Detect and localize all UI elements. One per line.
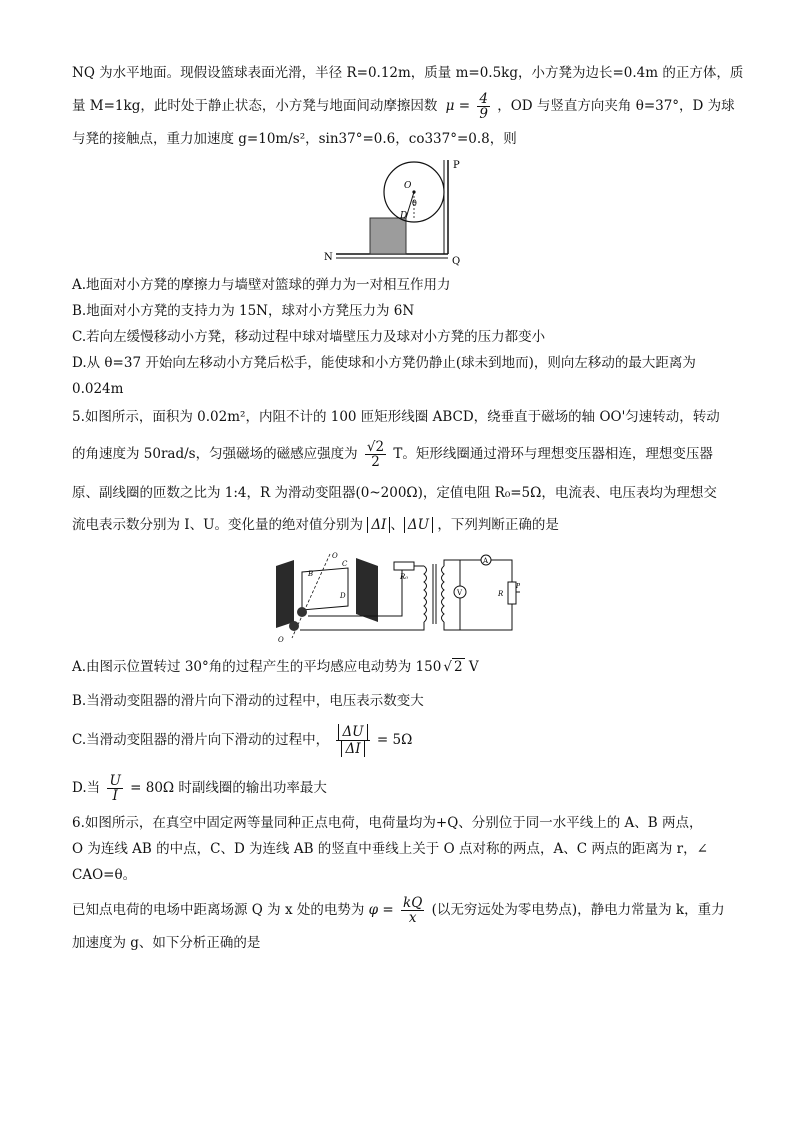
label-r0: R₀ — [400, 573, 409, 581]
label-n: N — [324, 252, 333, 263]
sqrt-sign: √ — [443, 659, 452, 675]
u-over-i-fraction — [107, 774, 122, 803]
q6-line-5: 加速度为 g、如下分析正确的是 — [72, 935, 261, 951]
q6-line-2: O 为连线 AB 的中点，C、D 为连线 AB 的竖直中垂线上关于 O 点对称的两点，A、C 两点的距离为 r，∠ — [72, 841, 708, 857]
q5-option-c-value: = 5Ω — [376, 732, 413, 748]
q6-line-3: CAO=θ。 — [72, 867, 137, 883]
delta-u-abs: ΔU — [404, 517, 433, 533]
mu-denominator: 9 — [479, 106, 488, 122]
q5-option-d-text: D.当 — [72, 780, 101, 796]
q4-intro-line-1: NQ 为水平地面。现假设篮球表面光滑，半径 R=0.12m，质量 m=0.5kg，小方凳为边长=0.4m 的正方体，质 — [72, 65, 744, 81]
potential-numerator: kQ — [403, 895, 423, 911]
q5-line-4-text-2: ，下列判断正确的是 — [437, 517, 559, 533]
q5-line-3: 原、副线圈的匝数之比为 1:4，R 为滑动变阻器(0~200Ω)，定值电阻 R₀=5Ω，电流表、电压表均为理想交 — [72, 485, 717, 501]
label-theta: θ — [412, 199, 417, 208]
q4-option-d-line-2: 0.024m — [72, 381, 124, 397]
potential-denominator: x — [408, 910, 417, 926]
label-a: A — [483, 557, 489, 565]
label-p: P — [516, 583, 521, 590]
q5-line-4-text: 流电表示数分别为 I、U。变化量的绝对值分别为 — [72, 517, 364, 533]
label-v: V — [457, 589, 463, 597]
q5-line-4 — [72, 512, 722, 538]
potential-fraction — [401, 896, 424, 925]
q4-intro-line-3: 与凳的接触点，重力加速度 g=10m/s²，sin37°=0.6，co337°=0.8，则 — [72, 131, 517, 147]
q5-option-a-unit: V — [464, 659, 479, 675]
q6-line-1: 6.如图所示，在真空中固定两等量同种正点电荷，电荷量均为+Q、分别位于同一水平线上的 A、B 两点， — [72, 815, 703, 831]
slip-ring-2 — [289, 621, 299, 631]
q5-line-2 — [72, 434, 722, 474]
slip-ring-1 — [297, 607, 307, 617]
q4-intro-line-2: 量 M=1kg，此时处于静止状态，小方凳与地面间动摩擦因数 μ = $\frac{4}{9}$ ，OD 与竖直方向夹角 θ=37°，D 为球 — [72, 91, 735, 122]
magnet-left — [276, 560, 294, 628]
sqrt-value: 2 — [453, 659, 463, 675]
u-numerator: U — [109, 773, 121, 789]
resistor-r0 — [394, 562, 414, 570]
phi-symbol: φ = — [368, 902, 394, 918]
b-field-denominator: 2 — [371, 454, 380, 470]
q5-option-d-value: = 80Ω 时副线圈的输出功率最大 — [130, 780, 327, 796]
q5-option-d — [72, 768, 722, 808]
mu-symbol: μ — [445, 98, 455, 114]
label-p: P — [453, 160, 460, 171]
q5-option-b: B.当滑动变阻器的滑片向下滑动的过程中，电压表示数变大 — [72, 693, 424, 709]
label-r: R — [498, 590, 504, 598]
center-dot — [412, 190, 415, 193]
mu-fraction — [477, 92, 490, 121]
q5-line-2-text-2: T。矩形线圈通过滑环与理想变压器相连，理想变压器 — [393, 446, 713, 462]
b-field-fraction — [365, 440, 386, 469]
stool-block — [370, 218, 406, 254]
i-denominator: I — [112, 788, 118, 804]
label-d: D — [340, 592, 346, 600]
q5-line-1: 5.如图所示，面积为 0.02m²，内阻不计的 100 匝矩形线圈 ABCD，绕垂直于磁场的轴 OO'匀速转动，转动 — [72, 409, 720, 425]
q5-option-a-text: A.由图示位置转过 30°角的过程产生的平均感应电动势为 150 — [72, 659, 442, 675]
rheostat-r — [508, 582, 516, 604]
q4-option-b: B.地面对小方凳的支持力为 15N，球对小方凳压力为 6N — [72, 303, 415, 319]
mu-numerator: 4 — [479, 91, 488, 107]
q4-intro-text: 量 M=1kg，此时处于静止状态，小方凳与地面间动摩擦因数 — [72, 98, 438, 114]
du-numerator-wrap — [336, 724, 369, 741]
q5-option-c-text: C.当滑动变阻器的滑片向下滑动的过程中， — [72, 732, 330, 748]
delta-separator: 、 — [390, 517, 404, 533]
label-o: O — [404, 181, 412, 191]
label-o-bottom: O — [278, 636, 284, 644]
label-b: B — [308, 570, 314, 578]
label-d: D — [400, 211, 408, 221]
q4-option-c: C.若向左缓慢移动小方凳，移动过程中球对墙壁压力及球对小方凳的压力都变小 — [72, 329, 546, 345]
exam-page — [72, 60, 744, 956]
q4-intro-text-2: ，OD 与竖直方向夹角 θ=37°，D 为球 — [497, 98, 735, 114]
q6-line-4-text: 已知点电荷的电场中距离场源 Q 为 x 处的电势为 — [72, 902, 365, 918]
ball-stool-figure — [322, 156, 472, 268]
b-field-numerator: √2 — [366, 439, 385, 455]
q5-line-2-text: 的角速度为 50rad/s，匀强磁场的磁感应强度为 — [72, 446, 358, 462]
q5-option-a — [72, 654, 722, 680]
primary-coil — [424, 566, 427, 622]
label-c: C — [342, 560, 348, 568]
q6-line-4 — [72, 890, 725, 930]
secondary-coil — [442, 566, 445, 622]
q4-option-a: A.地面对小方凳的摩擦力与墙壁对篮球的弹力为一对相互作用力 — [72, 277, 451, 293]
label-q: Q — [452, 256, 461, 267]
label-o-top: O — [332, 552, 338, 560]
di-denominator-wrap — [336, 741, 369, 757]
di-denominator: ΔI — [341, 741, 364, 757]
q4-option-d-line-1: D.从 θ=37 开始向左移动小方凳后松手，能使球和小方凳仍静止(球未到地而)，则向左移动的最大距离为 — [72, 355, 696, 371]
q6-line-4-text-2: (以无穷远处为零电势点)，静电力常量为 k，重力 — [431, 902, 725, 918]
du-numerator: ΔU — [338, 724, 367, 740]
q5-option-c — [72, 720, 722, 760]
generator-transformer-figure — [272, 552, 522, 644]
du-di-fraction — [336, 724, 369, 757]
delta-i-abs: ΔI — [367, 517, 390, 533]
wire-bottom — [300, 622, 424, 630]
magnet-right — [356, 558, 378, 622]
